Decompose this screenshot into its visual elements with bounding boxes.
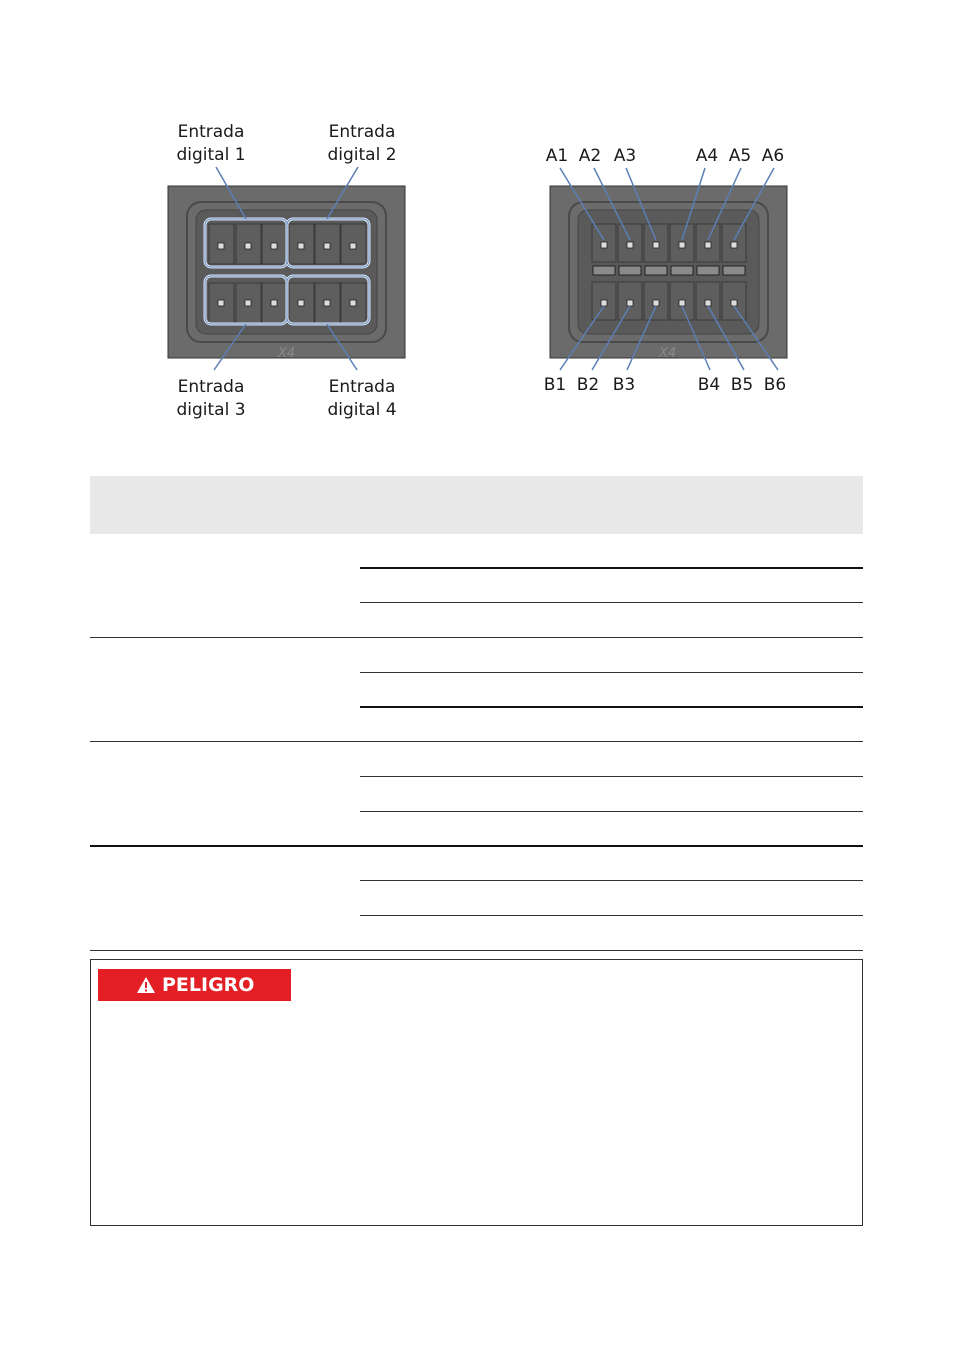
label-digital-input-1-line2: digital 1 <box>176 145 246 165</box>
table-rule <box>360 880 863 881</box>
pin-label-b5: B5 <box>730 375 754 395</box>
pin-label-a2: A2 <box>578 146 602 166</box>
pin-label-a1: A1 <box>545 146 569 166</box>
pin-label-b6: B6 <box>763 375 787 395</box>
pin-label-b1: B1 <box>543 375 567 395</box>
left-connector <box>168 122 405 420</box>
table-rule <box>360 672 863 673</box>
right-x4-marking: X4 <box>659 346 677 361</box>
label-digital-input-3-line1: Entrada <box>177 377 245 397</box>
left-x4-marking: X4 <box>278 346 296 361</box>
pin-label-a6: A6 <box>761 146 785 166</box>
label-digital-input-2-line1: Entrada <box>328 122 396 142</box>
table-rule <box>360 602 863 603</box>
pin-label-b2: B2 <box>576 375 600 395</box>
table-rule <box>360 706 863 708</box>
table-rule <box>90 950 863 951</box>
pin-label-a3: A3 <box>613 146 637 166</box>
connector-figures <box>0 0 953 470</box>
table-rule <box>90 845 863 847</box>
right-connector <box>544 146 787 395</box>
pin-label-b3: B3 <box>612 375 636 395</box>
table-rule <box>360 915 863 916</box>
table-header <box>90 476 863 534</box>
table-rule <box>90 637 863 638</box>
label-digital-input-4-line2: digital 4 <box>327 400 397 420</box>
table-rule <box>90 741 863 742</box>
danger-label <box>98 969 291 1001</box>
table-rule <box>360 776 863 777</box>
label-digital-input-3-line2: digital 3 <box>176 400 246 420</box>
pin-label-b4: B4 <box>697 375 721 395</box>
table-rule <box>360 811 863 812</box>
pin-label-a4: A4 <box>695 146 719 166</box>
label-digital-input-1-line1: Entrada <box>177 122 245 142</box>
table-rule <box>360 567 863 569</box>
label-digital-input-2-line2: digital 2 <box>327 145 397 165</box>
danger-label-text: PELIGRO <box>162 974 255 996</box>
danger-notice <box>90 959 863 1226</box>
pin-label-a5: A5 <box>728 146 752 166</box>
warning-triangle-icon <box>136 976 156 994</box>
label-digital-input-4-line1: Entrada <box>328 377 396 397</box>
